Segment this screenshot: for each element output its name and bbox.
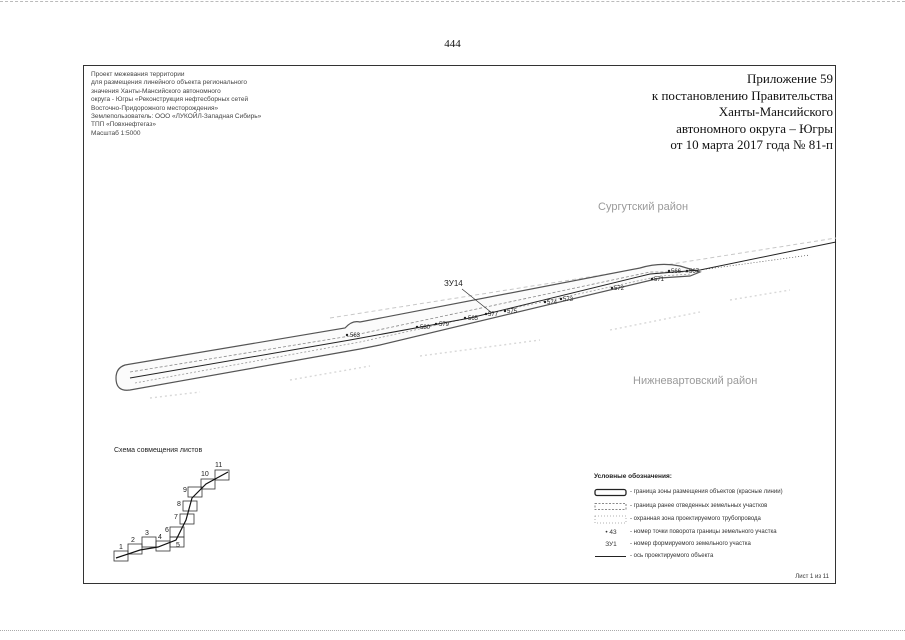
sheet-number: 5 [176,542,180,549]
project-info-line: Землепользователь: ООО «ЛУКОЙЛ-Западная Сибирь» [91,113,262,121]
plot-number-icon: ЗУ1 [605,540,617,548]
legend-item-text: - граница ранее отведенных земельных участков [630,503,768,509]
legend-item [594,487,783,497]
district-boundary [330,238,836,318]
sheet-cell [142,537,156,547]
district-north-label: Сургутский район [598,201,689,213]
turn-point-number: 579 [439,322,450,328]
project-info-line: значения Ханты-Мансийского автономного [91,87,221,95]
sheet-number: 9 [183,487,187,494]
sheet-label: Лист 1 из 11 [795,574,829,580]
sheet-number: 7 [174,514,178,521]
turn-point-marker [485,313,487,315]
page-number: 444 [444,38,461,50]
legend-item [594,551,713,561]
turn-point-number: 566 [671,269,682,275]
turn-point-marker [560,298,562,300]
turn-point-number: 567 [689,269,700,275]
legend-item [594,514,761,524]
project-info-line: Восточно-Придорожного месторождения» [91,104,219,112]
turn-point-number: 574 [547,300,558,306]
turn-point-marker [435,323,437,325]
sheet-scheme [114,470,229,561]
turn-point-number: 565 [468,316,479,322]
turn-point-number: 563 [350,333,361,339]
red-lines-zone-icon [594,488,628,497]
district-south-label: Нижневартовский район [633,375,758,387]
prior-plots-boundary-icon [594,502,628,511]
project-info-line: Масштаб 1:5000 [91,129,141,137]
turn-point-number: 572 [614,286,625,292]
sheet-number: 2 [131,537,135,544]
sheet-number: 8 [177,501,181,508]
turn-point-marker [611,287,613,289]
scheme-title: Схема совмещения листов [114,447,203,454]
appendix-line: автономного округа – Югры [676,120,833,136]
sheet-number: 3 [145,530,149,537]
object-axis-icon [594,552,628,561]
turn-point-number: 580 [420,325,431,331]
legend-item [594,501,767,511]
legend-item-text: - ось проектируемого объекта [630,553,714,559]
project-info-line: Проект межевания территории [91,71,185,78]
project-info-line: ТПП «Повхнефтегаз» [91,121,157,129]
appendix-line: к постановлению Правительства [651,87,833,103]
turn-point-marker [686,270,688,272]
turn-point-number: 575 [507,309,518,315]
turn-point-marker [651,278,653,280]
plot-label: ЗУ14 [444,279,463,288]
turn-point-marker [668,270,670,272]
legend-title: Условные обозначения: [594,473,672,480]
sheet-cell [156,541,170,551]
legend-item [594,539,751,549]
appendix-title: Приложение 59 [746,71,833,86]
turn-point-number: 571 [654,277,665,283]
appendix-line: Ханты-Мансийского [718,104,833,120]
turn-point-number: 577 [488,312,499,318]
pipeline-protection-zone-icon [594,515,628,524]
project-info-line: для размещения линейного объекта регионального [91,79,247,87]
legend-item-text: - номер формируемого земельного участка [630,541,751,547]
sheet-number: 1 [119,544,123,551]
project-info-line: округа - Югры «Реконструкция нефтесборных сетей [91,96,249,104]
sheet-number: 10 [201,471,209,478]
legend-item [594,527,777,537]
turn-point-marker [346,334,348,336]
legend-item-text: - охранная зона проектируемого трубопровода [630,516,761,522]
sheet-number: 11 [215,462,223,469]
sheet-number: 6 [165,527,169,534]
turn-point-number: 573 [563,297,574,303]
legend-item-text: - номер точки поворота границы земельного участка [630,529,777,535]
axis-extension [700,255,810,270]
sheet-number: 4 [158,534,162,541]
sheet-cell [128,544,142,554]
turn-point-marker [544,301,546,303]
turn-point-marker [504,310,506,312]
turn-point-marker [416,326,418,328]
appendix-date: от 10 марта 2017 года № 81-п [670,137,833,153]
legend-item-text: - граница зоны размещения объектов (красные линии) [630,489,783,495]
turn-point-marker [464,317,466,319]
turn-point-icon: • 43 [605,528,617,536]
